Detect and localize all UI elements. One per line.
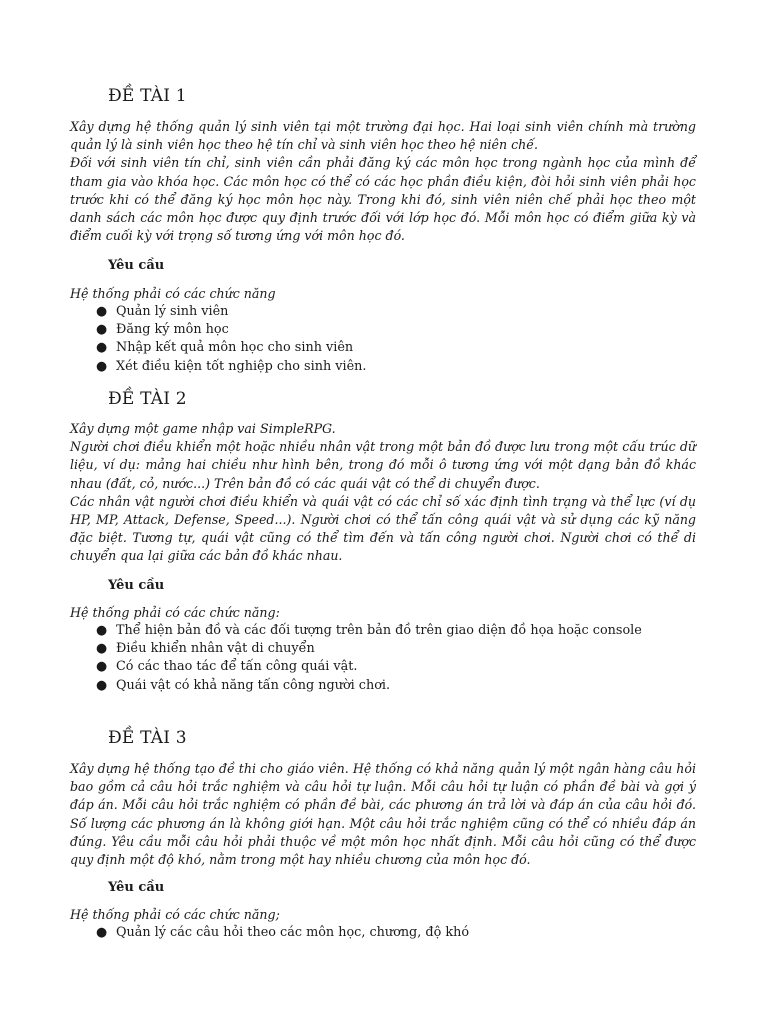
topic-3-req-intro: Hệ thống phải có các chức năng; [70,907,280,922]
topic-2-heading: ĐỀ TÀI 2 [108,389,187,409]
topic-2-paragraph: Xây dựng một game nhập vai SimpleRPG. [70,421,336,436]
bullet-icon: ● [96,358,108,374]
topic-2-req-title: Yêu cầu [108,578,165,593]
list-item: ● Điều khiển nhân vật di chuyển [70,640,696,658]
bullet-icon: ● [96,623,108,638]
topic-2-req-intro: Hệ thống phải có các chức năng: [70,605,280,620]
topic-1-req-body [70,285,696,376]
list-item: ● Quản lý sinh viên [70,303,696,321]
topic-2-paragraph: Người chơi điều khiển một hoặc nhiều nhân vật trong một bản đồ được lưu trong một cấu trúc dữ liệu, ví dụ: mảng hai chiều như hình bên, trong đó mỗi ô tương ứng với một dạng bản đồ khác nhau (đất, cỏ, nước...) Trên bản đồ có các quái vật có thể di chuyển được. [70,439,696,491]
topic-2-paragraph: Các nhân vật người chơi điều khiển và quái vật có các chỉ số xác định tình trạng và thể lực (ví dụ HP, MP, Attack, Defense, Speed...). Người chơi có thể tấn công quái vật và sử dụng các kỹ năng đặc biệt. Tương tự, quái vật cũng có thể tìm đến và tấn công người chơi. Người chơi có thể di chuyển qua lại giữa các bản đồ khác nhau. [70,493,696,564]
bullet-icon: ● [96,322,108,338]
topic-3-bullet-list [70,924,696,942]
topic-2-bullet-list [70,622,696,695]
list-item: ● Có các thao tác để tấn công quái vật. [70,658,696,676]
bullet-icon: ● [96,659,108,675]
list-item: ● Thể hiện bản đồ và các đối tượng trên bản đồ trên giao diện đồ họa hoặc console [70,622,696,640]
topic-3-heading: ĐỀ TÀI 3 [108,728,187,748]
topic-2-description [70,420,696,566]
topic-3-description [70,760,696,869]
topic-2-req-body [70,604,696,695]
topic-1-paragraph: Xây dựng hệ thống quản lý sinh viên tại một trường đại học. Hai loại sinh viên chính mà trường quản lý là sinh viên học theo hệ tín chỉ và sinh viên học theo hệ niên chế. [70,119,696,153]
topic-1-bullet-list [70,303,696,376]
topic-1-description [70,118,696,245]
bullet-icon: ● [96,304,108,319]
topic-1-heading: ĐỀ TÀI 1 [108,86,187,106]
topic-3-paragraph: Xây dựng hệ thống tạo đề thi cho giáo viên. Hệ thống có khả năng quản lý một ngân hàng câu hỏi bao gồm cả câu hỏi trắc nghiệm và câu hỏi tự luận. Mỗi câu hỏi tự luận có phần đề bài và gợi ý đáp án. Mỗi câu hỏi trắc nghiệm có phần đề bài, các phương án trả lời và đáp án của câu hỏi đó. Số lượng các phương án là không giới hạn. Một câu hỏi trắc nghiệm cũng có thể có nhiều đáp án đúng. Yêu cầu mỗi câu hỏi phải thuộc về một môn học nhất định. Mỗi câu hỏi cũng có thể được quy định một độ khó, nằm trong một hay nhiều chương của môn học đó. [70,761,696,868]
list-item: ● Nhập kết quả môn học cho sinh viên [70,339,696,357]
list-item: ● Quản lý các câu hỏi theo các môn học, chương, độ khó [70,924,696,942]
bullet-icon: ● [96,340,108,356]
bullet-icon: ● [96,677,108,693]
topic-1-paragraph: Đối với sinh viên tín chỉ, sinh viên cần phải đăng ký các môn học trong ngành học của mình để tham gia vào khóa học. Các môn học có thể có các học phần điều kiện, đòi hỏi sinh viên phải học trước khi có thể đăng ký học môn học này. Trong khi đó, sinh viên niên chế phải học theo một danh sách các môn học được quy định trước đối với lớp học đó. Mỗi môn học có điểm giữa kỳ và điểm cuối kỳ với trọng số tương ứng với môn học đó. [70,155,696,244]
list-item: ● Quái vật có khả năng tấn công người chơi. [70,677,696,695]
bullet-icon: ● [96,641,108,657]
topic-3-req-title: Yêu cầu [108,880,165,895]
topic-1-req-intro: Hệ thống phải có các chức năng [70,286,276,301]
topic-1-req-title: Yêu cầu [108,258,165,273]
bullet-icon: ● [96,925,108,940]
list-item: ● Đăng ký môn học [70,321,696,339]
topic-3-req-body [70,906,696,942]
list-item: ● Xét điều kiện tốt nghiệp cho sinh viên. [70,358,696,376]
